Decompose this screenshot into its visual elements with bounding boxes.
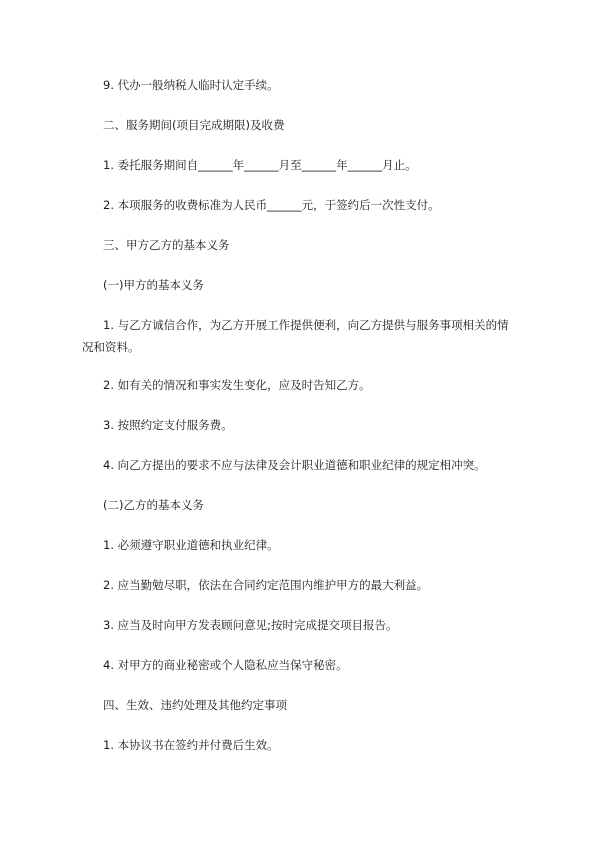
clause-a-1-line-2: 况和资料。 <box>82 340 140 354</box>
clause-a-4: 4. 向乙方提出的要求不应与法律及会计职业道德和职业纪律的规定相冲突。 <box>103 458 486 472</box>
clause-b-2: 2. 应当勤勉尽职，依法在合同约定范围内维护甲方的最大利益。 <box>103 578 429 592</box>
section-2-heading: 二、服务期间(项目完成期限)及收费 <box>103 118 285 132</box>
subsection-party-b-heading: (二)乙方的基本义务 <box>103 498 204 512</box>
section-4-heading: 四、生效、违约处理及其他约定事项 <box>103 698 287 712</box>
clause-b-4: 4. 对甲方的商业秘密或个人隐私应当保守秘密。 <box>103 658 348 672</box>
clause-b-3: 3. 应当及时向甲方发表顾问意见;按时完成提交项目报告。 <box>103 618 398 632</box>
clause-9-temporary-taxpayer: 9. 代办一般纳税人临时认定手续。 <box>103 78 279 92</box>
clause-a-2: 2. 如有关的情况和事实发生变化，应及时告知乙方。 <box>103 378 371 392</box>
clause-a-1-line-1: 1. 与乙方诚信合作，为乙方开展工作提供便利，向乙方提供与服务事项相关的情 <box>103 318 509 332</box>
clause-b-1: 1. 必须遵守职业道德和执业纪律。 <box>103 538 279 552</box>
clause-4-1: 1. 本协议书在签约并付费后生效。 <box>103 738 279 752</box>
clause-a-3: 3. 按照约定支付服务费。 <box>103 418 233 432</box>
clause-2-2-service-fee: 2. 本项服务的收费标准为人民币______元，于签约后一次性支付。 <box>103 198 440 212</box>
clause-2-1-service-period: 1. 委托服务期间自______年______月至______年______月止。 <box>103 158 417 172</box>
section-3-heading: 三、甲方乙方的基本义务 <box>103 238 230 252</box>
subsection-party-a-heading: (一)甲方的基本义务 <box>103 278 204 292</box>
